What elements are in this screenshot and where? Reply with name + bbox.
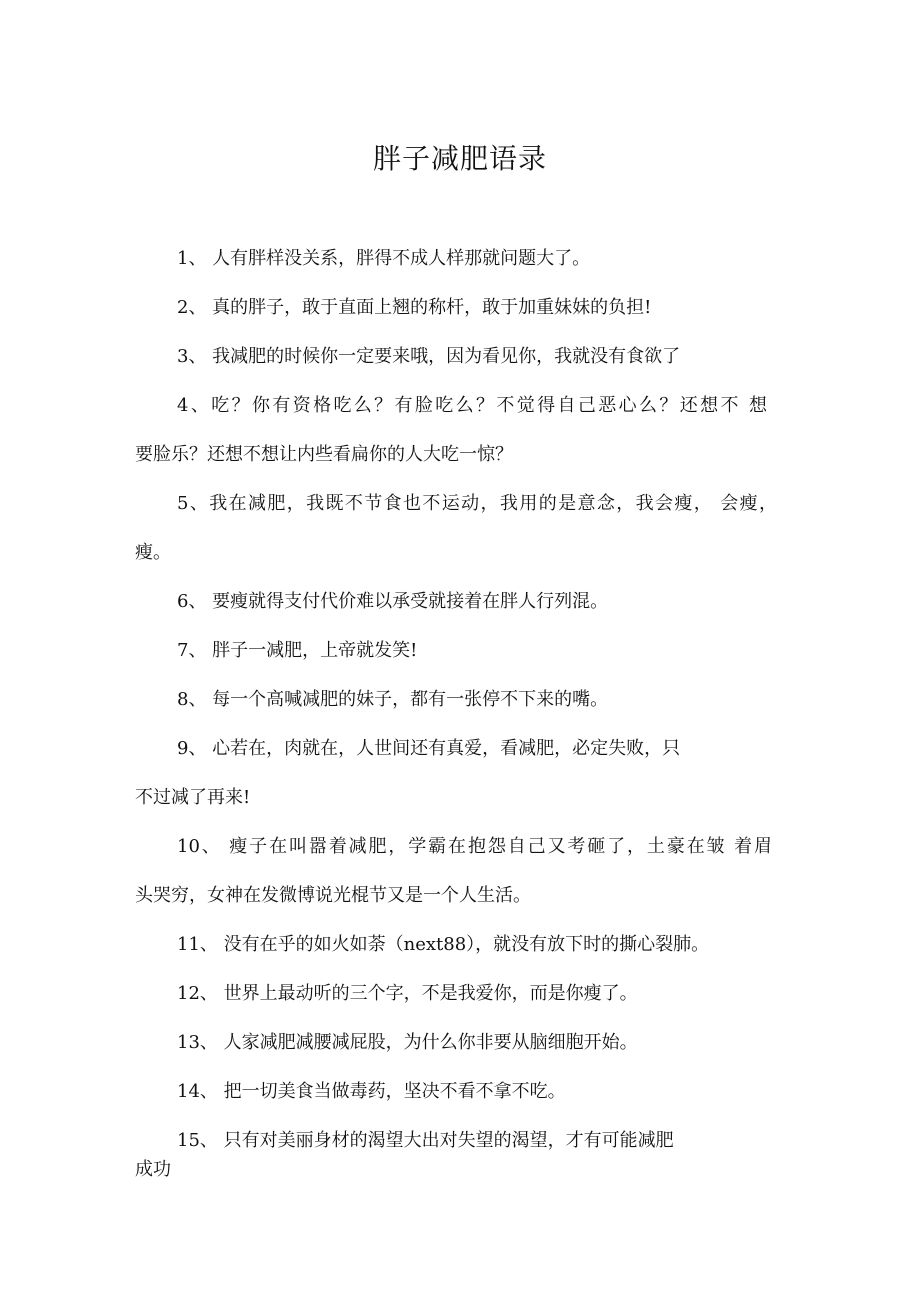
page-title: 胖子减肥语录 bbox=[372, 142, 547, 175]
paragraph-13: 13、 人家减肥减腰减屁股，为什么你非要从脑细胞开始。 bbox=[177, 1032, 638, 1053]
paragraph-2: 2、 真的胖子，敢于直面上翘的称杆，敢于加重妹妹的负担! bbox=[177, 297, 652, 318]
paragraph-4-line-1: 4、吃？你有资格吃么？有脸吃么？不觉得自己恶心么？还想不 想 bbox=[177, 395, 767, 416]
paragraph-7: 7、 胖子一减肥，上帝就发笑! bbox=[177, 640, 418, 661]
paragraph-6: 6、 要瘦就得支付代价难以承受就接着在胖人行列混。 bbox=[177, 591, 609, 612]
paragraph-10-line-1: 10、 瘦子在叫嚣着减肥，学霸在抱怨自己又考砸了，土豪在皱 着眉 bbox=[177, 836, 772, 857]
paragraph-11: 11、 没有在乎的如火如荼（next88），就没有放下时的撕心裂肺。 bbox=[177, 934, 710, 955]
paragraph-8: 8、 每一个高喊减肥的妹子，都有一张停不下来的嘴。 bbox=[177, 689, 609, 710]
paragraph-5-line-1: 5、我在减肥，我既不节食也不运动，我用的是意念，我会瘦， 会瘦， bbox=[177, 493, 777, 514]
paragraph-5-line-2: 瘦。 bbox=[135, 542, 171, 563]
paragraph-10-line-2: 头哭穷，女神在发微博说光棍节又是一个人生活。 bbox=[135, 885, 531, 906]
paragraph-4-line-2: 要脸乐？还想不想让内些看扁你的人大吃一惊？ bbox=[135, 444, 513, 465]
paragraph-3: 3、 我减肥的时候你一定要来哦，因为看见你，我就没有食欲了 bbox=[177, 346, 681, 367]
paragraph-9-line-2: 不过减了再来! bbox=[135, 787, 251, 808]
paragraph-15-line-2: 成功 bbox=[135, 1159, 171, 1180]
paragraph-12: 12、 世界上最动听的三个字，不是我爱你，而是你瘦了。 bbox=[177, 983, 638, 1004]
paragraph-1: 1、 人有胖样没关系，胖得不成人样那就问题大了。 bbox=[177, 248, 591, 269]
paragraph-15-line-1: 15、 只有对美丽身材的渴望大出对失望的渴望，才有可能减肥 bbox=[177, 1130, 674, 1151]
paragraph-14: 14、 把一切美食当做毒药，坚决不看不拿不吃。 bbox=[177, 1081, 566, 1102]
paragraph-9-line-1: 9、 心若在，肉就在，人世间还有真爱，看减肥，必定失败，只 bbox=[177, 738, 681, 759]
